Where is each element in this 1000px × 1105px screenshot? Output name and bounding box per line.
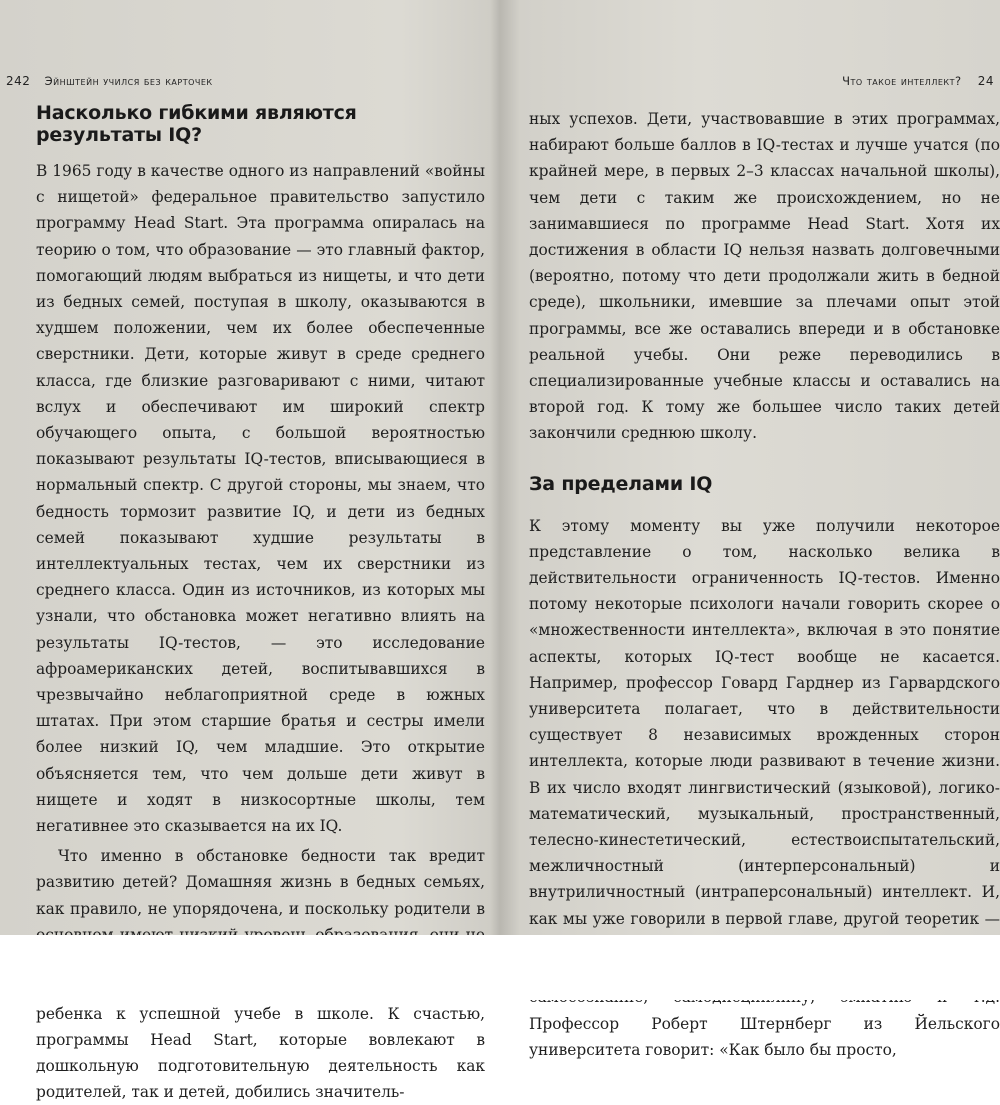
left-paragraph-1: В 1965 году в качестве одного из направлений «войны с нищетой» федеральное правительство запустило программу Head Start. Эта программа опиралась на теорию о том, что образование — это главный фактор, помогающий людям выбраться из нищеты, и что дети из бедных семей, поступая в школу, оказываются в худшем положении, чем их более обеспеченные сверстники. Дети, которые живут в среде среднего класса, где близкие разговаривают с ними, читают вслух и обеспечивают им широкий спектр обучающего опыта, с большой вероятностью показывают результаты IQ-тестов, вписывающиеся в нормальный спектр. С другой стороны, мы знаем, что бедность тормозит развитие IQ, и дети из бедных семей показывают худшие результаты в интеллектуальных тестах, чем их сверстники из среднего класса. Один из источников, из которых мы узнали, что обстановка может негативно влиять на результаты IQ-тестов, — это исследование афроамериканских детей, воспитывавшихся в чрезвычайно неблагоприятной среде в южных штатах. При этом старшие братья и сестры имели более низкий IQ, чем младшие. Это открытие объясняется тем, что чем дольше дети живут в нищете и ходят в низкосортные школы, тем негативнее это сказывается на их IQ.: [36, 162, 485, 836]
right-running-head: [842, 74, 994, 88]
right-page: [503, 0, 1000, 1059]
left-paragraph-2: Что именно в обстановке бедности так вредит развитию детей? Домашняя жизнь в бедных семьях, как правило, не упорядочена, и поскольку родители в ребенка к успешной учебе в школе. К счастью, программы Head Start, которые вовлекают в дошкольную подготовительную деятельность как родителей, так и детей, добились значитель-: [36, 847, 485, 1102]
background-strip: [0, 935, 1000, 1000]
right-paragraph-1: ных успехов. Дети, участвовавшие в этих программах, набирают больше баллов в IQ-тестах и лучше учатся (по крайней мере, в первых 2–3 классах начальной школы), чем дети с таким же происхождением, но не занимавшиеся по программе Head Start. Хотя их достижения в области IQ нельзя назвать долговечными (вероятно, потому что дети продолжали жить в бедной среде), школьники, имевшие за плечами опыт этой программы, все же оставались впереди и в обстановке реальной учебы. Они реже переводились в специализированные учебные классы и оставались на второй год. К тому же большее число таких детей закончили среднюю школу.: [529, 110, 1000, 443]
left-running-head: [6, 74, 213, 88]
left-section-heading: Насколько гибкими являются результаты IQ?: [36, 102, 357, 146]
left-page-number: 242: [6, 74, 31, 88]
left-page: [0, 0, 497, 1102]
right-section-heading: За пределами IQ: [529, 472, 713, 495]
right-page-body: [529, 70, 1000, 1063]
left-running-head-title: Эйнштейн учился без карточек: [44, 74, 213, 88]
right-page-number: 24: [977, 74, 994, 88]
right-paragraph-2: К этому моменту вы уже получили некоторое представление о том, насколько велика в действительности ограниченность IQ-тестов. Именно потому некоторые психологи начали говорить скорее о «множественности интеллекта», включая в это понятие аспекты, которых IQ-тест вообще не касается. Например, профессор Говард Гарднер из Гарвардского университета полагает, что в действительности существует 8 независимых врожденных сторон интеллекта, которые люди развивают в течение жизни. В их число входят лингвистический (языковой), логико-математический, музыкальный, пространственный, телесно-кинестетический, естествоиспытательский, межличностный (интерперсональный) и внутриличностный (интраперсональный) интеллект. И, как мы уже говорили в первой главе, другой теоретик — Профессор Роберт Штернберг из Йельского университета говорит: «Как было бы просто,: [529, 516, 1000, 1059]
right-running-head-title: Что такое интеллект?: [842, 74, 962, 88]
